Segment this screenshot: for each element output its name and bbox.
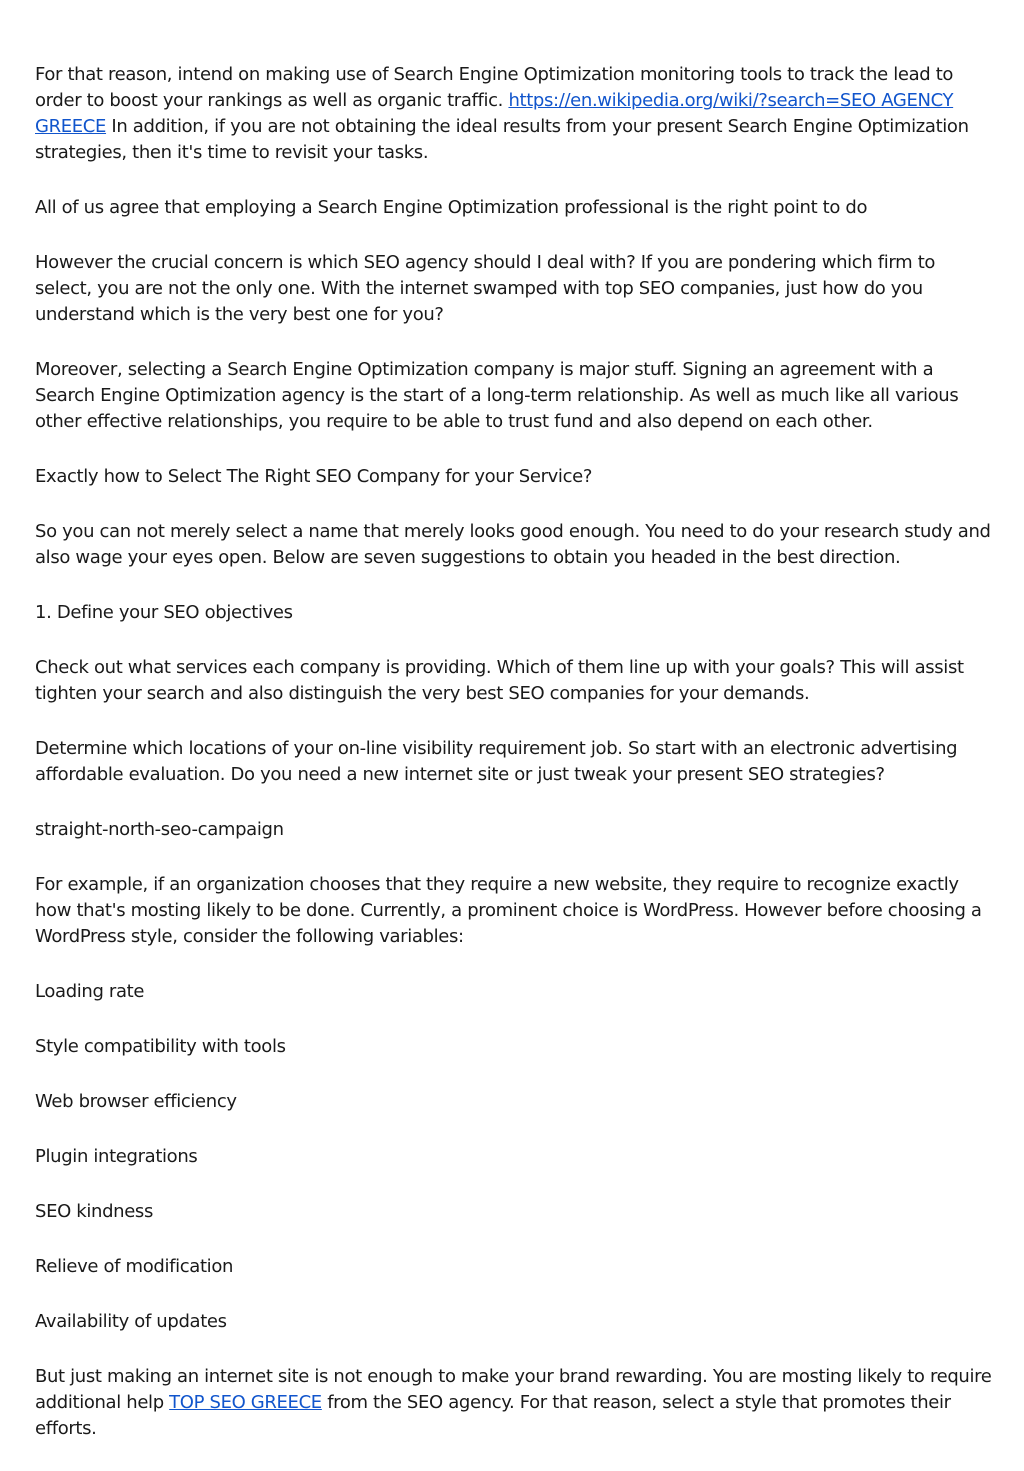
paragraph-2: All of us agree that employing a Search Engine Optimization professional is the right point to do: [35, 197, 868, 218]
list-item: Relieve of modification: [35, 1256, 234, 1277]
list-item: Availability of updates: [35, 1311, 227, 1332]
paragraph-9: Determine which locations of your on-line visibility requirement job. So start with an electronic advertising affordable evaluation. Do you need a new internet site or just tweak your present SEO strategies?: [35, 738, 958, 785]
list-item: SEO kindness: [35, 1201, 153, 1222]
section-heading-define-objectives: 1. Define your SEO objectives: [35, 602, 293, 623]
top-seo-greece-link[interactable]: TOP SEO GREECE: [169, 1392, 322, 1413]
paragraph-1: [35, 62, 995, 166]
list-item: Loading rate: [35, 981, 145, 1002]
paragraph-11: For example, if an organization chooses that they require a new website, they require to recognize exactly how that's mosting likely to be done. Currently, a prominent choice is WordPress. However before choosing a WordPress style, consider the following variables:: [35, 874, 982, 947]
list-item: Style compatibility with tools: [35, 1036, 286, 1057]
list-item: Plugin integrations: [35, 1146, 198, 1167]
paragraph-1-text-before: For that reason, intend on making use of Search Engine Optimization monitoring tools to track the lead to order to boost your rankings as well as organic traffic.: [35, 64, 954, 111]
image-caption-text: straight-north-seo-campaign: [35, 819, 284, 840]
paragraph-1-text-after: In addition, if you are not obtaining the ideal results from your present Search Engine Optimization strategies, then it's time to revisit your tasks.: [35, 116, 969, 163]
paragraph-5-heading: Exactly how to Select The Right SEO Company for your Service?: [35, 466, 593, 487]
paragraph-12: [35, 1364, 995, 1442]
paragraph-12-text-before: But just making an internet site is not enough to make your brand rewarding. You are mosting likely to require additional help: [35, 1366, 992, 1413]
paragraph-12-text-after: from the SEO agency. For that reason, select a style that promotes their efforts.: [35, 1392, 951, 1439]
list-item: Web browser efficiency: [35, 1091, 237, 1112]
paragraph-4: Moreover, selecting a Search Engine Optimization company is major stuff. Signing an agreement with a Search Engine Optimization agency is the start of a long-term relationship. As well as much like all various other effective relationships, you require to be able to trust fund and also depend on each other.: [35, 359, 959, 432]
wikipedia-search-link[interactable]: https://en.wikipedia.org/wiki/?search=SEO AGENCY GREECE: [35, 90, 954, 137]
paragraph-3: However the crucial concern is which SEO agency should I deal with? If you are pondering which firm to select, you are not the only one. With the internet swamped with top SEO companies, just how do you understand which is the very best one for you?: [35, 252, 936, 325]
document-body: [35, 62, 995, 1471]
paragraph-8: Check out what services each company is providing. Which of them line up with your goals? This will assist tighten your search and also distinguish the very best SEO companies for your demands.: [35, 657, 964, 704]
paragraph-6: So you can not merely select a name that merely looks good enough. You need to do your research study and also wage your eyes open. Below are seven suggestions to obtain you headed in the best direction.: [35, 521, 991, 568]
